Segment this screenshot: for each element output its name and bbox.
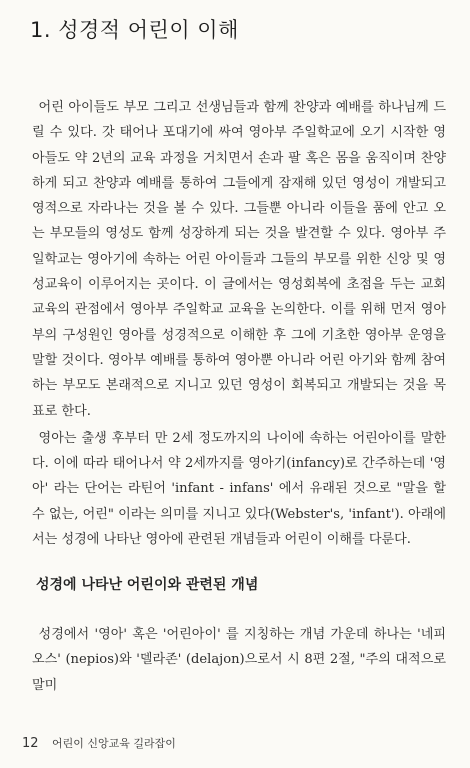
- chapter-title: 1. 성경적 어린이 이해: [30, 18, 239, 42]
- paragraph: 어린 아이들도 부모 그리고 선생님들과 함께 찬양과 예배를 하나님께 드릴 수 있다. 갓 태어나 포대기에 싸여 영아부 주일학교에 오기 시작한 영아들도 약 2년의 교육 과정을 거치면서 손과 팔 혹은 몸을 움직이며 찬양하게 되고 찬양과 예배를 통하여 그들에게 잠재해 있던 영성이 개발되고 영적으로 자라나는 것을 볼 수 있다. 그들뿐 아니라 이들을 품에 안고 오는 부모들의 영성도 함께 성장하게 되는 것을 발견할 수 있다. 영아부 주일학교는 영아기에 속하는 어린 아이들과 그들의 부모를 위한 신앙 및 영성교육이 이루어지는 곳이다. 이 글에서는 영성회복에 초점을 두는 교회교육의 관점에서 영아부 주일학교 교육을 논의한다. 이를 위해 먼저 영아부의 구성원인 영아를 성경적으로 이해한 후 그에 기초한 영아부 운영을 말할 것이다. 영아부 예배를 통하여 영아뿐 아니라 어린 아기와 함께 참여하는 부모도 본래적으로 지니고 있던 영성이 회복되고 개발되는 것을 목표로 한다.: [32, 100, 446, 419]
- paragraph: 영아는 출생 후부터 만 2세 정도까지의 나이에 속하는 어린아이를 말한다. 이에 따라 태어나서 약 2세까지를 영아기(infancy)로 간주하는데 '영아' 라는 단어는 라틴어 'infant - infans' 에서 유래된 것으로 "말을 할 수 없는, 어린" 이라는 의미를 지니고 있다(Webster's, 'infant'). 아래에서는 성경에 나타난 영아에 관련된 개념들과 어린이 이해를 다룬다.: [32, 430, 446, 548]
- body-text: [32, 95, 446, 552]
- page-number: 12: [22, 736, 39, 751]
- paragraph: 성경에서 '영아' 혹은 '어린아이' 를 지칭하는 개념 가운데 하나는 '네피오스' (nepios)와 '델라존' (delajon)으로서 시 8편 2절, "주의 대적으로 말미: [32, 627, 446, 693]
- section-body-text: [32, 622, 446, 698]
- page-footer: [22, 735, 176, 751]
- book-title: 어린이 신앙교육 길라잡이: [52, 737, 176, 750]
- section-heading: 성경에 나타난 어린이와 관련된 개념: [36, 577, 259, 593]
